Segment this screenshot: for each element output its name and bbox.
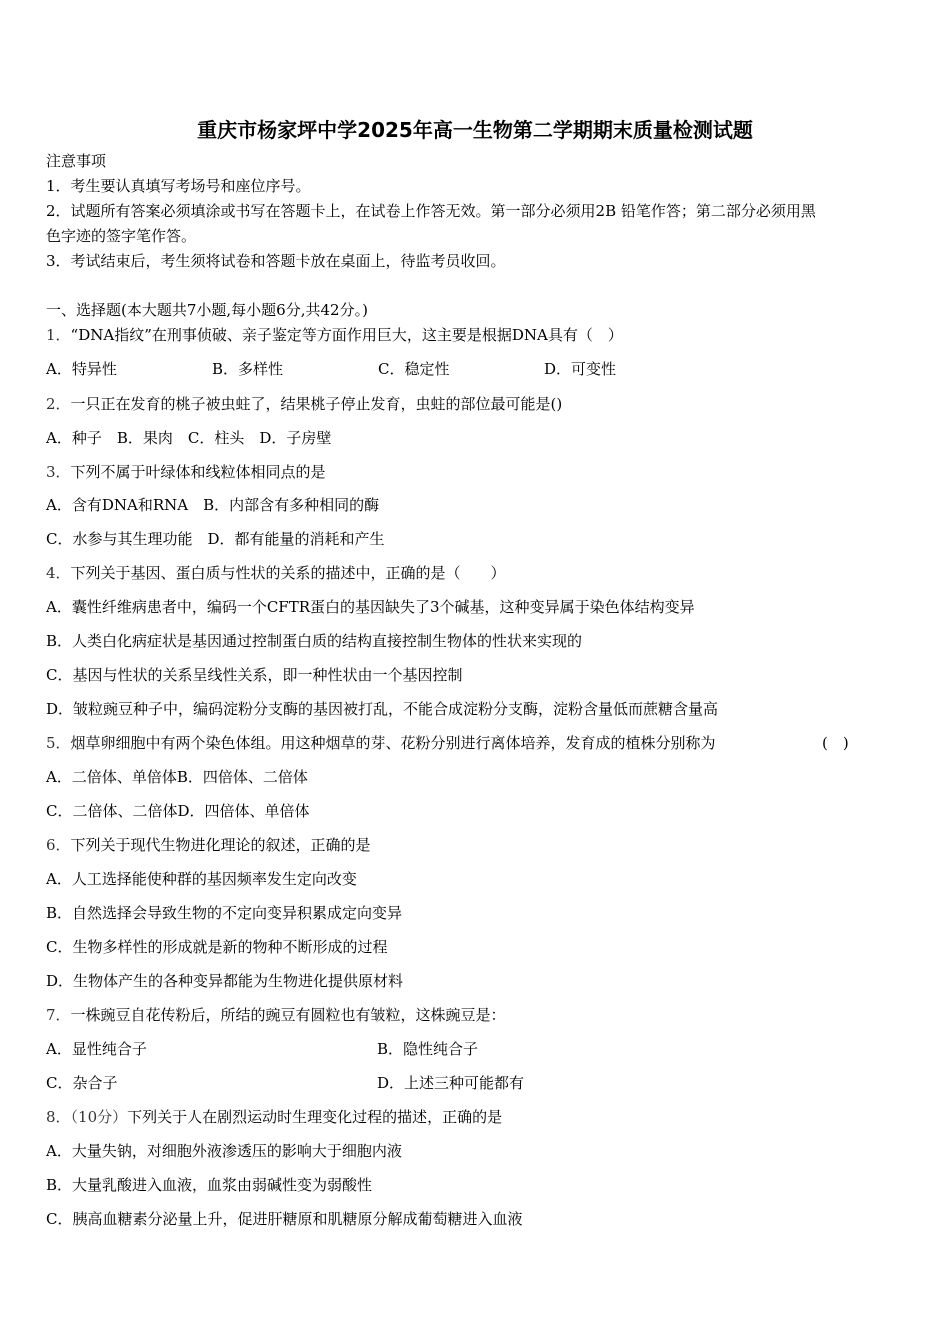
question-text: 下列关于基因、蛋白质与性状的关系的描述中，正确的是（ ） (70, 564, 506, 582)
question-4-option-b: B．人类白化病症状是基因通过控制蛋白质的结构直接控制生物体的性状来实现的 (46, 632, 583, 650)
question-6 (46, 835, 371, 855)
question-4-option-c: C．基因与性状的关系呈线性关系，即一种性状由一个基因控制 (46, 666, 463, 684)
question-text: 一株豌豆自花传粉后，所结的豌豆有圆粒也有皱粒，这株豌豆是： (70, 1006, 506, 1024)
question-2-options: A．种子 B．果肉 C．柱头 D．子房壁 (46, 429, 332, 447)
question-7-options-ab (46, 1039, 478, 1059)
question-8-option-a: A．大量失钠，对细胞外液渗透压的影响大于细胞内液 (46, 1142, 402, 1160)
question-number: 6． (46, 836, 71, 854)
question-8-option-c: C．胰高血糖素分泌量上升，促进肝糖原和肌糖原分解成葡萄糖进入血液 (46, 1210, 523, 1228)
notice-item-1: 1．考生要认真填写考场号和座位序号。 (46, 177, 311, 195)
notice-heading: 注意事项 (46, 152, 107, 170)
question-number: 1． (46, 326, 71, 344)
question-7-options-cd (46, 1073, 524, 1093)
question-4-option-d: D．皱粒豌豆种子中，编码淀粉分支酶的基因被打乱，不能合成淀粉分支酶，淀粉含量低而蔗糖含量高 (46, 700, 719, 718)
question-number: 8． (46, 1108, 71, 1126)
option-c: C．稳定性 (378, 360, 450, 378)
question-8-option-b: B．大量乳酸进入血液，血浆由弱碱性变为弱酸性 (46, 1176, 373, 1194)
question-4 (46, 563, 506, 583)
question-5-options-cd: C．二倍体、二倍体D．四倍体、单倍体 (46, 802, 310, 820)
answer-bracket: ( ) (822, 734, 849, 752)
question-text: 下列关于现代生物进化理论的叙述，正确的是 (70, 836, 371, 854)
question-8 (46, 1107, 502, 1127)
question-text: 烟草卵细胞中有两个染色体组。用这种烟草的芽、花粉分别进行离体培养，发育成的植株分别称为 (70, 734, 716, 752)
question-points: （10分） (70, 1108, 128, 1126)
question-5 (46, 733, 716, 753)
option-d: D．可变性 (544, 360, 617, 378)
option-c: C．杂合子 (46, 1074, 118, 1092)
question-3 (46, 462, 326, 482)
question-number: 3． (46, 463, 71, 481)
question-1-options (46, 359, 616, 379)
option-b: B．多样性 (212, 360, 284, 378)
notice-item-2: 2．试题所有答案必须填涂或书写在答题卡上，在试卷上作答无效。第一部分必须用2B 铅笔作答；第二部分必须用黑 (46, 202, 816, 220)
question-text: “DNA指纹”在刑事侦破、亲子鉴定等方面作用巨大，这主要是根据DNA具有（ ） (70, 326, 623, 344)
question-number: 2． (46, 395, 71, 413)
question-number: 5． (46, 734, 71, 752)
option-a: A．特异性 (46, 360, 117, 378)
question-3-options-cd: C．水参与其生理功能 D．都有能量的消耗和产生 (46, 530, 385, 548)
question-3-options-ab: A．含有DNA和RNA B．内部含有多种相同的酶 (46, 496, 380, 514)
question-7 (46, 1005, 506, 1025)
notice-item-2-cont: 色字迹的签字笔作答。 (46, 227, 197, 245)
question-1 (46, 325, 623, 345)
question-6-option-b: B．自然选择会导致生物的不定向变异积累成定向变异 (46, 904, 403, 922)
question-2 (46, 394, 562, 414)
option-a: A．显性纯合子 (46, 1040, 147, 1058)
question-number: 7． (46, 1006, 71, 1024)
option-b: B．隐性纯合子 (377, 1040, 479, 1058)
question-6-option-c: C．生物多样性的形成就是新的物种不断形成的过程 (46, 938, 388, 956)
question-text: 下列关于人在剧烈运动时生理变化过程的描述，正确的是 (127, 1108, 503, 1126)
question-6-option-d: D．生物体产生的各种变异都能为生物进化提供原材料 (46, 972, 404, 990)
question-4-option-a: A．囊性纤维病患者中，编码一个CFTR蛋白的基因缺失了3个碱基，这种变异属于染色体结构变异 (46, 598, 695, 616)
question-5-options-ab: A．二倍体、单倍体B．四倍体、二倍体 (46, 768, 308, 786)
section-heading: 一、选择题(本大题共7小题,每小题6分,共42分。) (46, 301, 368, 319)
question-text: 一只正在发育的桃子被虫蛀了，结果桃子停止发育，虫蛀的部位最可能是() (70, 395, 563, 413)
question-6-option-a: A．人工选择能使种群的基因频率发生定向改变 (46, 870, 357, 888)
question-text: 下列不属于叶绿体和线粒体相同点的是 (70, 463, 326, 481)
notice-item-3: 3．考试结束后，考生须将试卷和答题卡放在桌面上，待监考员收回。 (46, 252, 506, 270)
question-number: 4． (46, 564, 71, 582)
page-title: 重庆市杨家坪中学2025年高一生物第二学期期末质量检测试题 (197, 118, 753, 142)
option-d: D．上述三种可能都有 (377, 1074, 525, 1092)
